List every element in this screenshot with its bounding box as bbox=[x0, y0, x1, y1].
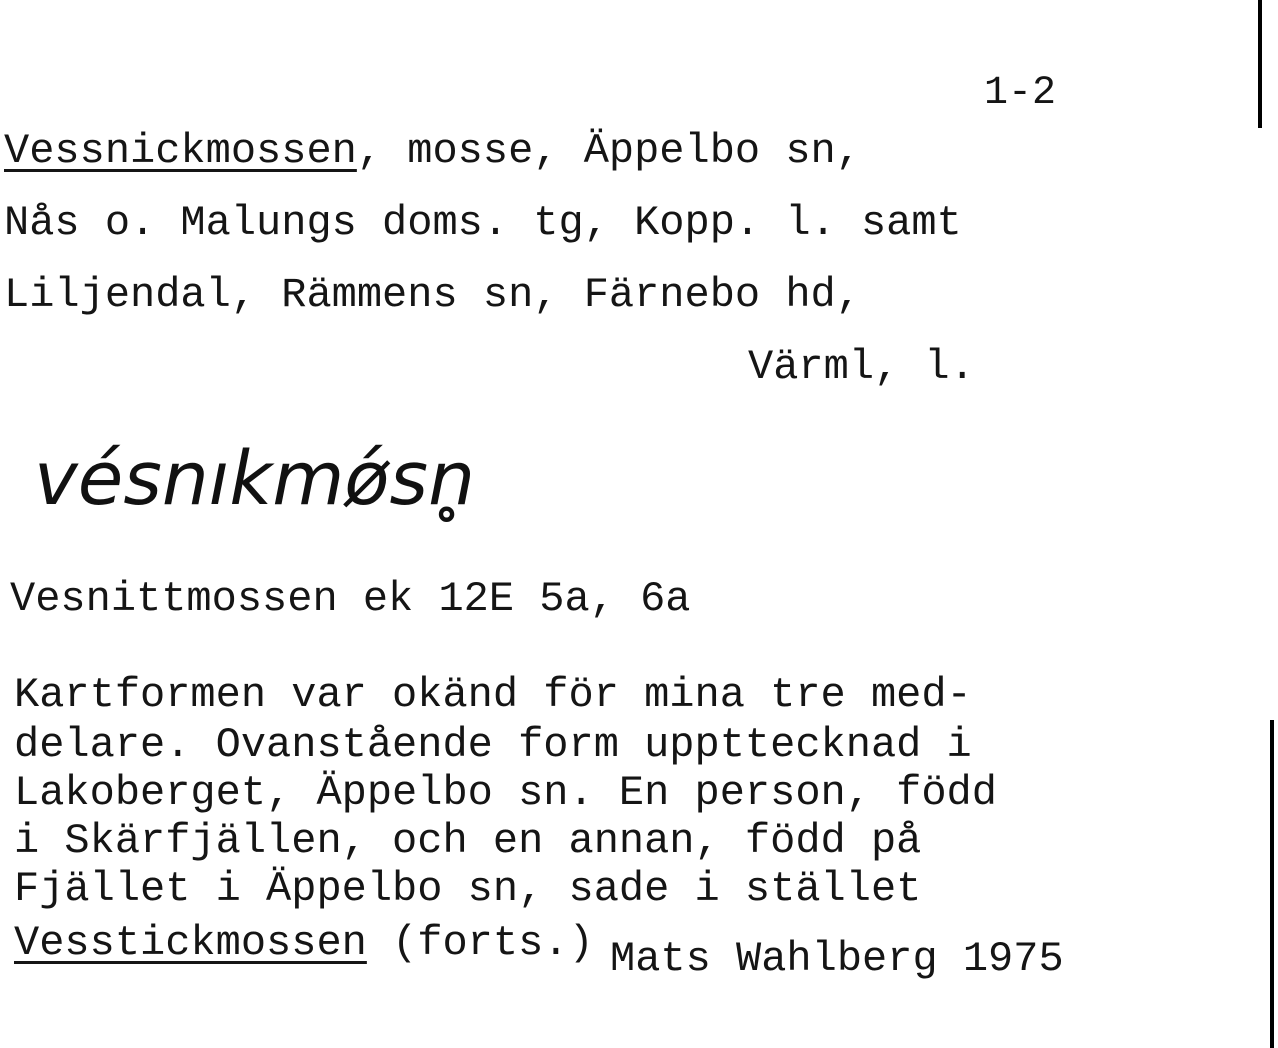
heading-line-1 bbox=[4, 127, 861, 175]
card-number: 1-2 bbox=[984, 71, 1057, 116]
note-line-2: delare. Ovanstående form uppttecknad i bbox=[14, 721, 972, 769]
handwritten-pronunciation bbox=[30, 418, 550, 538]
note-line-4: i Skärfjällen, och en annan, född på bbox=[14, 817, 922, 865]
heading-line-3: Liljendal, Rämmens sn, Färnebo hd, bbox=[4, 271, 861, 319]
note-line-5: Fjället i Äppelbo sn, sade i stället bbox=[14, 865, 922, 913]
card-edge-line-top bbox=[1258, 0, 1262, 128]
card-edge-line-bottom bbox=[1270, 720, 1274, 1048]
continued-marker: (forts.) bbox=[366, 919, 594, 967]
map-reference: Vesnittmossen ek 12E 5a, 6a bbox=[10, 575, 691, 623]
note-line-3: Lakoberget, Äppelbo sn. En person, född bbox=[14, 769, 997, 817]
heading-line-4: Värml, l. bbox=[748, 343, 975, 391]
note-line-1: Kartformen var okänd för mina tre med- bbox=[14, 671, 972, 719]
note-line-6 bbox=[14, 919, 594, 967]
signature: Mats Wahlberg 1975 bbox=[610, 935, 1064, 983]
heading-line-2: Nås o. Malungs doms. tg, Kopp. l. samt bbox=[4, 199, 962, 247]
place-name: Vessnickmossen bbox=[4, 127, 357, 175]
variant-name: Vesstickmossen bbox=[14, 919, 367, 967]
pronunciation-text: vésnıkmǿsn̥ bbox=[34, 436, 476, 522]
heading-line-1-rest: , mosse, Äppelbo sn, bbox=[356, 127, 861, 175]
